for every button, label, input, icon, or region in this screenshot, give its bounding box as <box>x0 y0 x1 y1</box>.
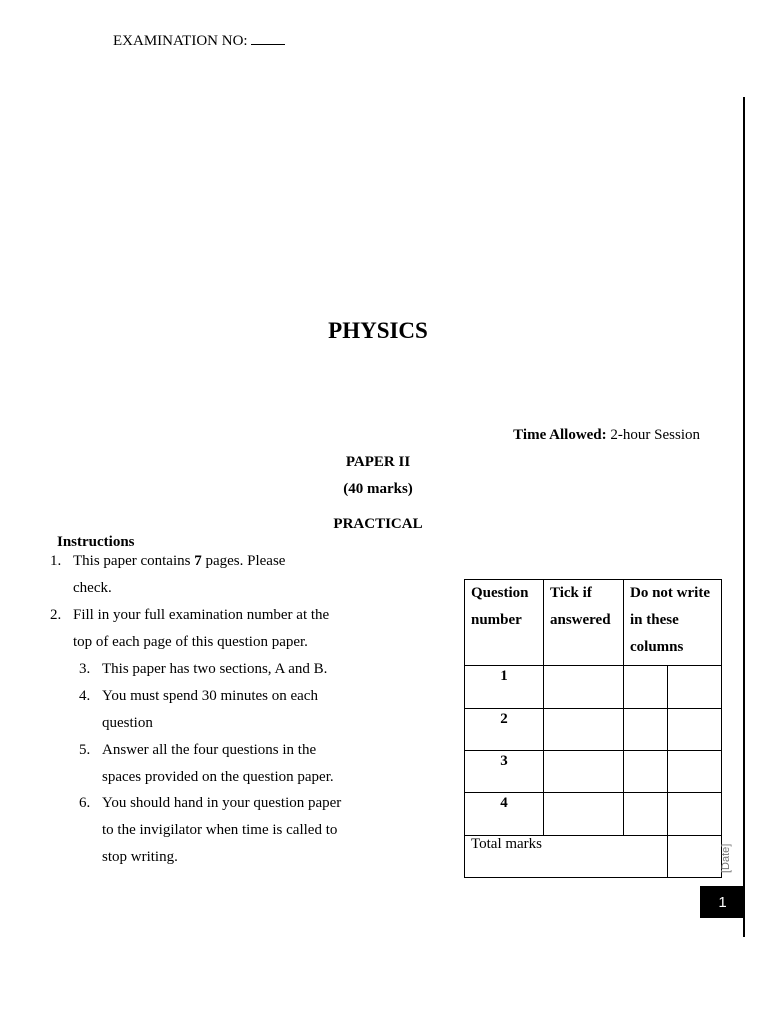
instruction-line: You must spend 30 minutes on each <box>102 688 318 704</box>
examiner-cell <box>624 666 668 709</box>
instruction-line: to the invigilator when time is called to <box>102 822 338 838</box>
instruction-line: spaces provided on the question paper. <box>102 769 334 785</box>
instructions-heading: Instructions <box>57 534 135 550</box>
question-number-cell: 2 <box>465 709 544 751</box>
table-header-row <box>465 580 722 666</box>
examiner-cell <box>668 666 722 709</box>
tick-cell[interactable] <box>544 793 624 836</box>
paper-marks: (40 marks) <box>343 481 413 497</box>
examiner-cell <box>668 709 722 751</box>
examination-number-line <box>113 30 285 50</box>
paper-number: PAPER II <box>345 454 411 470</box>
tick-cell[interactable] <box>544 751 624 793</box>
time-allowed <box>513 427 700 444</box>
examination-number-blank[interactable] <box>251 30 285 45</box>
examiner-cell <box>624 709 668 751</box>
instruction-line: question <box>102 715 153 731</box>
table-row <box>465 666 722 709</box>
instruction-number: 5. <box>79 742 91 758</box>
time-allowed-value: 2-hour Session <box>610 427 700 443</box>
instruction-line: top of each page of this question paper. <box>73 634 308 650</box>
header-question-number: Question number <box>465 580 544 666</box>
table-total-row <box>465 836 722 878</box>
tick-cell[interactable] <box>544 666 624 709</box>
instruction-line: stop writing. <box>102 849 178 865</box>
page-title: PHYSICS <box>328 318 428 343</box>
question-number-cell: 1 <box>465 666 544 709</box>
total-marks-cell <box>668 836 722 878</box>
marks-table <box>464 579 722 878</box>
table-row <box>465 793 722 836</box>
date-placeholder: [Date] <box>720 843 732 873</box>
instruction-line: This paper contains 7 pages. Please <box>73 553 286 569</box>
instruction-number: 1. <box>50 553 62 569</box>
examiner-cell <box>668 793 722 836</box>
examination-number-label: EXAMINATION NO: <box>113 33 248 49</box>
paper-type: PRACTICAL <box>333 516 423 532</box>
instruction-line: Answer all the four questions in the <box>102 742 317 758</box>
page-number: 1 <box>718 893 727 911</box>
instruction-line: check. <box>73 580 112 596</box>
instruction-number: 2. <box>50 607 62 623</box>
instruction-number: 4. <box>79 688 91 704</box>
question-number-cell: 3 <box>465 751 544 793</box>
page-number-box <box>700 886 745 918</box>
tick-cell[interactable] <box>544 709 624 751</box>
header-tick-if-answered: Tick if answered <box>544 580 624 666</box>
instruction-line: Fill in your full examination number at the <box>73 607 330 623</box>
time-allowed-label: Time Allowed: <box>513 427 607 443</box>
total-marks-label: Total marks <box>465 836 668 878</box>
instruction-number: 3. <box>79 661 91 677</box>
instruction-line: This paper has two sections, A and B. <box>102 661 328 677</box>
instruction-line: You should hand in your question paper <box>102 795 342 811</box>
examiner-cell <box>668 751 722 793</box>
examiner-cell <box>624 793 668 836</box>
instruction-number: 6. <box>79 795 91 811</box>
table-row <box>465 709 722 751</box>
header-do-not-write: Do not write in these columns <box>624 580 722 666</box>
question-number-cell: 4 <box>465 793 544 836</box>
table-row <box>465 751 722 793</box>
examiner-cell <box>624 751 668 793</box>
